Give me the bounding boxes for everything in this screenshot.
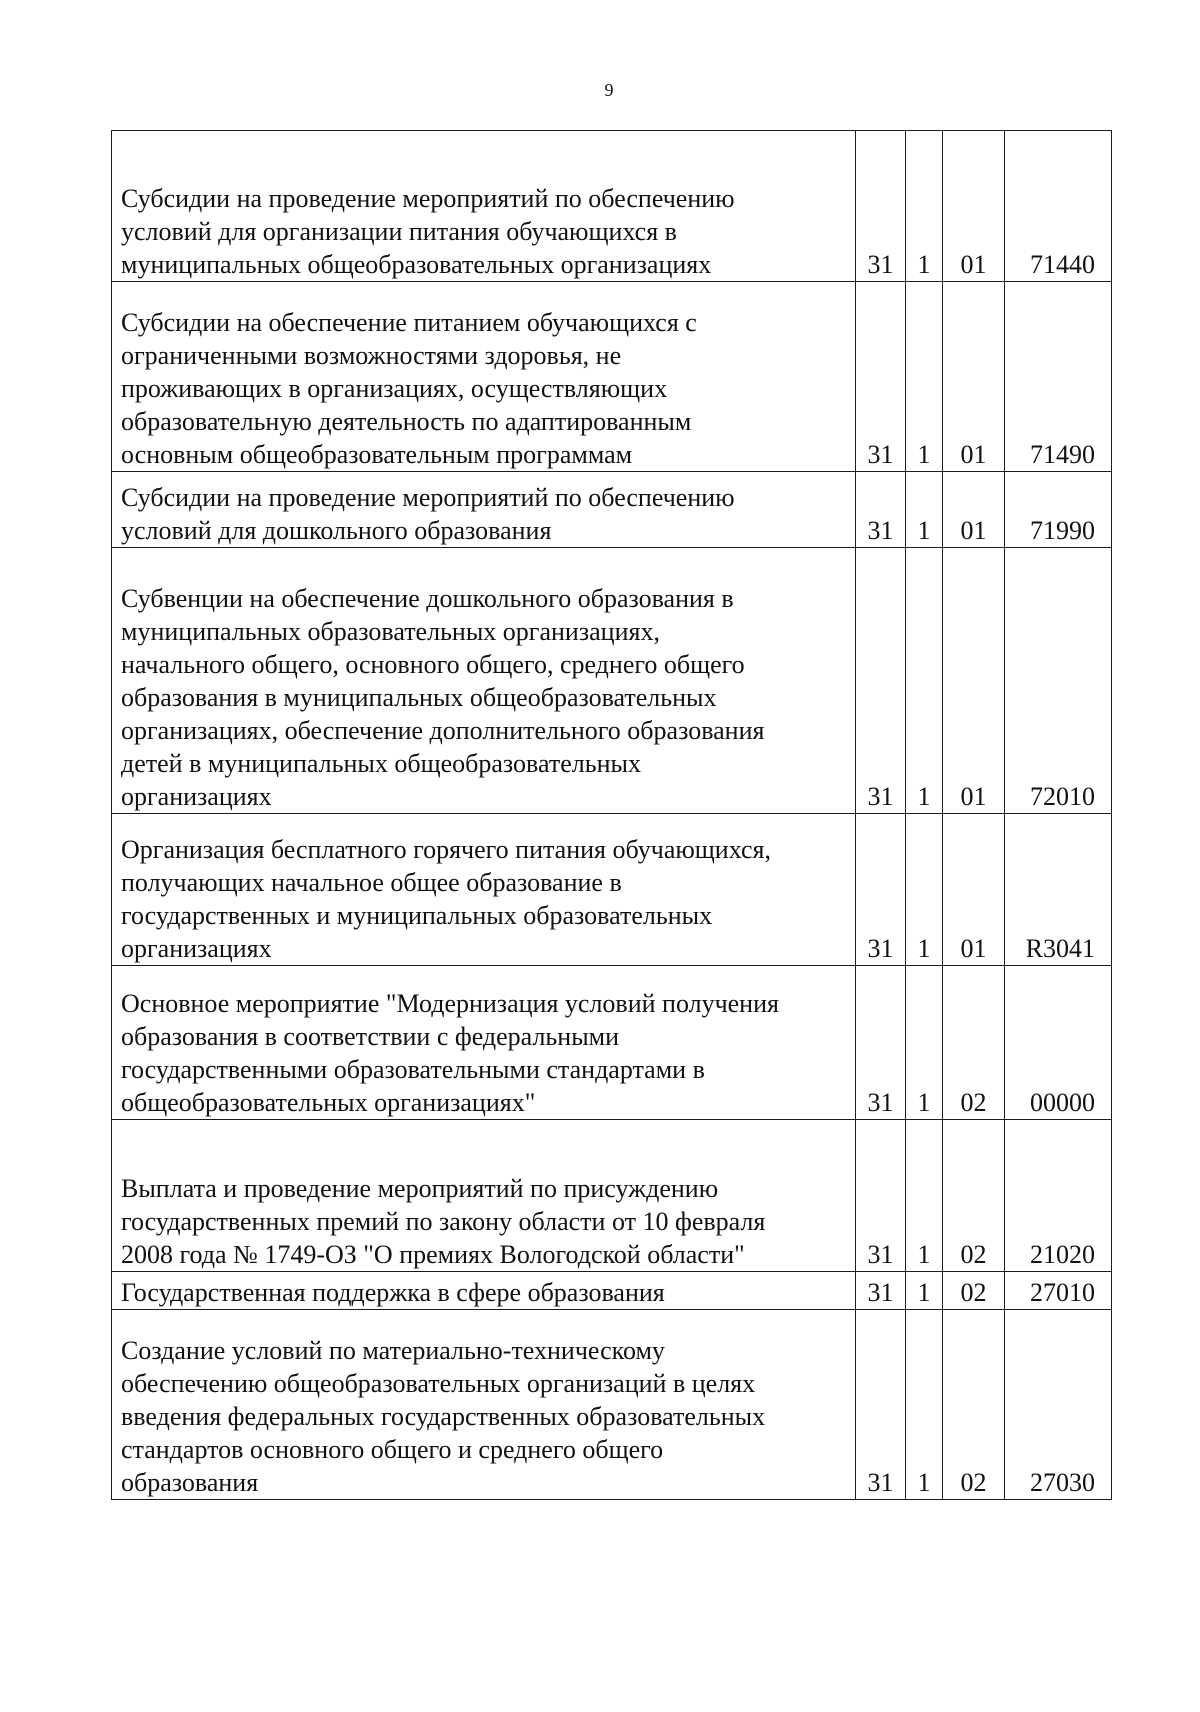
code-subprogram: 1 xyxy=(906,1272,943,1310)
code-program: 31 xyxy=(856,1120,906,1272)
code-main-event: 01 xyxy=(943,548,1005,814)
code-program: 31 xyxy=(856,1310,906,1500)
code-program: 31 xyxy=(856,472,906,548)
code-main-event: 02 xyxy=(943,1310,1005,1500)
table-row xyxy=(112,548,1112,814)
row-description: Выплата и проведение мероприятий по присуждению государственных премий по закону области от 10 февраля 2008 года № 1749-ОЗ "О премиях Вологодской области" xyxy=(112,1120,856,1272)
code-subprogram: 1 xyxy=(906,282,943,472)
code-program: 31 xyxy=(856,966,906,1120)
table-row xyxy=(112,131,1112,282)
code-direction: 27030 xyxy=(1005,1310,1112,1500)
code-subprogram: 1 xyxy=(906,472,943,548)
page-number: 9 xyxy=(604,80,614,100)
code-main-event: 02 xyxy=(943,966,1005,1120)
code-main-event: 01 xyxy=(943,814,1005,966)
code-program: 31 xyxy=(856,548,906,814)
code-program: 31 xyxy=(856,282,906,472)
row-description: Субсидии на проведение мероприятий по обеспечению условий для организации питания обучающихся в муниципальных общеобразовательных организациях xyxy=(112,131,856,282)
code-direction: 72010 xyxy=(1005,548,1112,814)
table-row xyxy=(112,1310,1112,1500)
row-description: Создание условий по материально-техническому обеспечению общеобразовательных организаций в целях введения федеральных государственных образовательных стандартов основного общего и среднего общего образования xyxy=(112,1310,856,1500)
table-row xyxy=(112,1120,1112,1272)
code-subprogram: 1 xyxy=(906,966,943,1120)
code-direction: 27010 xyxy=(1005,1272,1112,1310)
row-description: Организация бесплатного горячего питания обучающихся, получающих начальное общее образование в государственных и муниципальных образовательных организациях xyxy=(112,814,856,966)
code-direction: 71490 xyxy=(1005,282,1112,472)
code-subprogram: 1 xyxy=(906,548,943,814)
code-subprogram: 1 xyxy=(906,814,943,966)
row-description: Государственная поддержка в сфере образования xyxy=(112,1272,856,1310)
table-row xyxy=(112,966,1112,1120)
table-row xyxy=(112,1272,1112,1310)
code-program: 31 xyxy=(856,1272,906,1310)
code-main-event: 01 xyxy=(943,472,1005,548)
code-direction: 00000 xyxy=(1005,966,1112,1120)
code-direction: R3041 xyxy=(1005,814,1112,966)
table-row xyxy=(112,814,1112,966)
row-description: Субсидии на обеспечение питанием обучающихся с ограниченными возможностями здоровья, не проживающих в организациях, осуществляющих образовательную деятельность по адаптированным основным общеобразовательным программам xyxy=(112,282,856,472)
budget-classification-table xyxy=(111,130,1112,1500)
code-direction: 71440 xyxy=(1005,131,1112,282)
code-program: 31 xyxy=(856,131,906,282)
code-main-event: 02 xyxy=(943,1272,1005,1310)
code-main-event: 02 xyxy=(943,1120,1005,1272)
code-direction: 71990 xyxy=(1005,472,1112,548)
code-main-event: 01 xyxy=(943,131,1005,282)
row-description: Основное мероприятие "Модернизация условий получения образования в соответствии с федеральными государственными образовательными стандартами в общеобразовательных организациях" xyxy=(112,966,856,1120)
code-direction: 21020 xyxy=(1005,1120,1112,1272)
table-row xyxy=(112,282,1112,472)
row-description: Субсидии на проведение мероприятий по обеспечению условий для дошкольного образования xyxy=(112,472,856,548)
table-row xyxy=(112,472,1112,548)
code-subprogram: 1 xyxy=(906,1310,943,1500)
code-subprogram: 1 xyxy=(906,1120,943,1272)
row-description: Субвенции на обеспечение дошкольного образования в муниципальных образовательных организациях, начального общего, основного общего, среднего общего образования в муниципальных общеобразовательных организациях, обеспечение дополнительного образования детей в муниципальных общеобразовательных организациях xyxy=(112,548,856,814)
code-main-event: 01 xyxy=(943,282,1005,472)
code-subprogram: 1 xyxy=(906,131,943,282)
code-program: 31 xyxy=(856,814,906,966)
